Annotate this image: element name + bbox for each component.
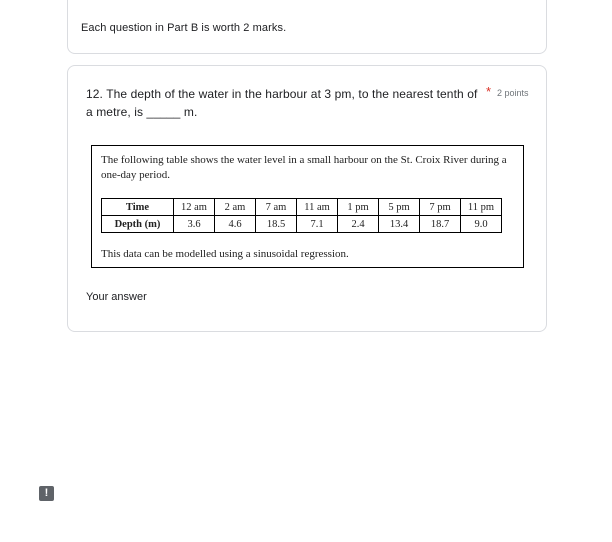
time-cell: 12 am [174,199,215,216]
row-header-time: Time [102,199,174,216]
time-cell: 11 pm [461,199,502,216]
depth-cell: 13.4 [379,216,420,233]
image-outro-text: This data can be modelled using a sinusoidal regression. [101,248,349,260]
time-cell: 2 am [215,199,256,216]
report-alert-icon[interactable]: ! [39,486,54,501]
question-card [67,65,547,332]
question-image [91,145,524,268]
time-cell: 11 am [297,199,338,216]
section-description: Each question in Part B is worth 2 marks. [81,22,287,34]
depth-row [102,216,502,233]
water-level-table [101,198,502,233]
time-cell: 5 pm [379,199,420,216]
depth-cell: 2.4 [338,216,379,233]
depth-cell: 9.0 [461,216,502,233]
time-cell: 1 pm [338,199,379,216]
image-intro-text: The following table shows the water level in a small harbour on the St. Croix River during a one-day period. [101,154,507,181]
depth-cell: 4.6 [215,216,256,233]
section-description-card [67,0,547,54]
depth-cell: 3.6 [174,216,215,233]
depth-cell: 18.7 [420,216,461,233]
time-cell: 7 am [256,199,297,216]
row-header-depth: Depth (m) [102,216,174,233]
time-row [102,199,502,216]
depth-cell: 7.1 [297,216,338,233]
answer-input[interactable]: Your answer [86,291,147,303]
depth-cell: 18.5 [256,216,297,233]
question-title: 12. The depth of the water in the harbour at 3 pm, to the nearest tenth of a metre, is _____ m. [86,87,478,119]
time-cell: 7 pm [420,199,461,216]
points-label: 2 points [497,88,529,98]
required-asterisk: * [486,84,492,99]
